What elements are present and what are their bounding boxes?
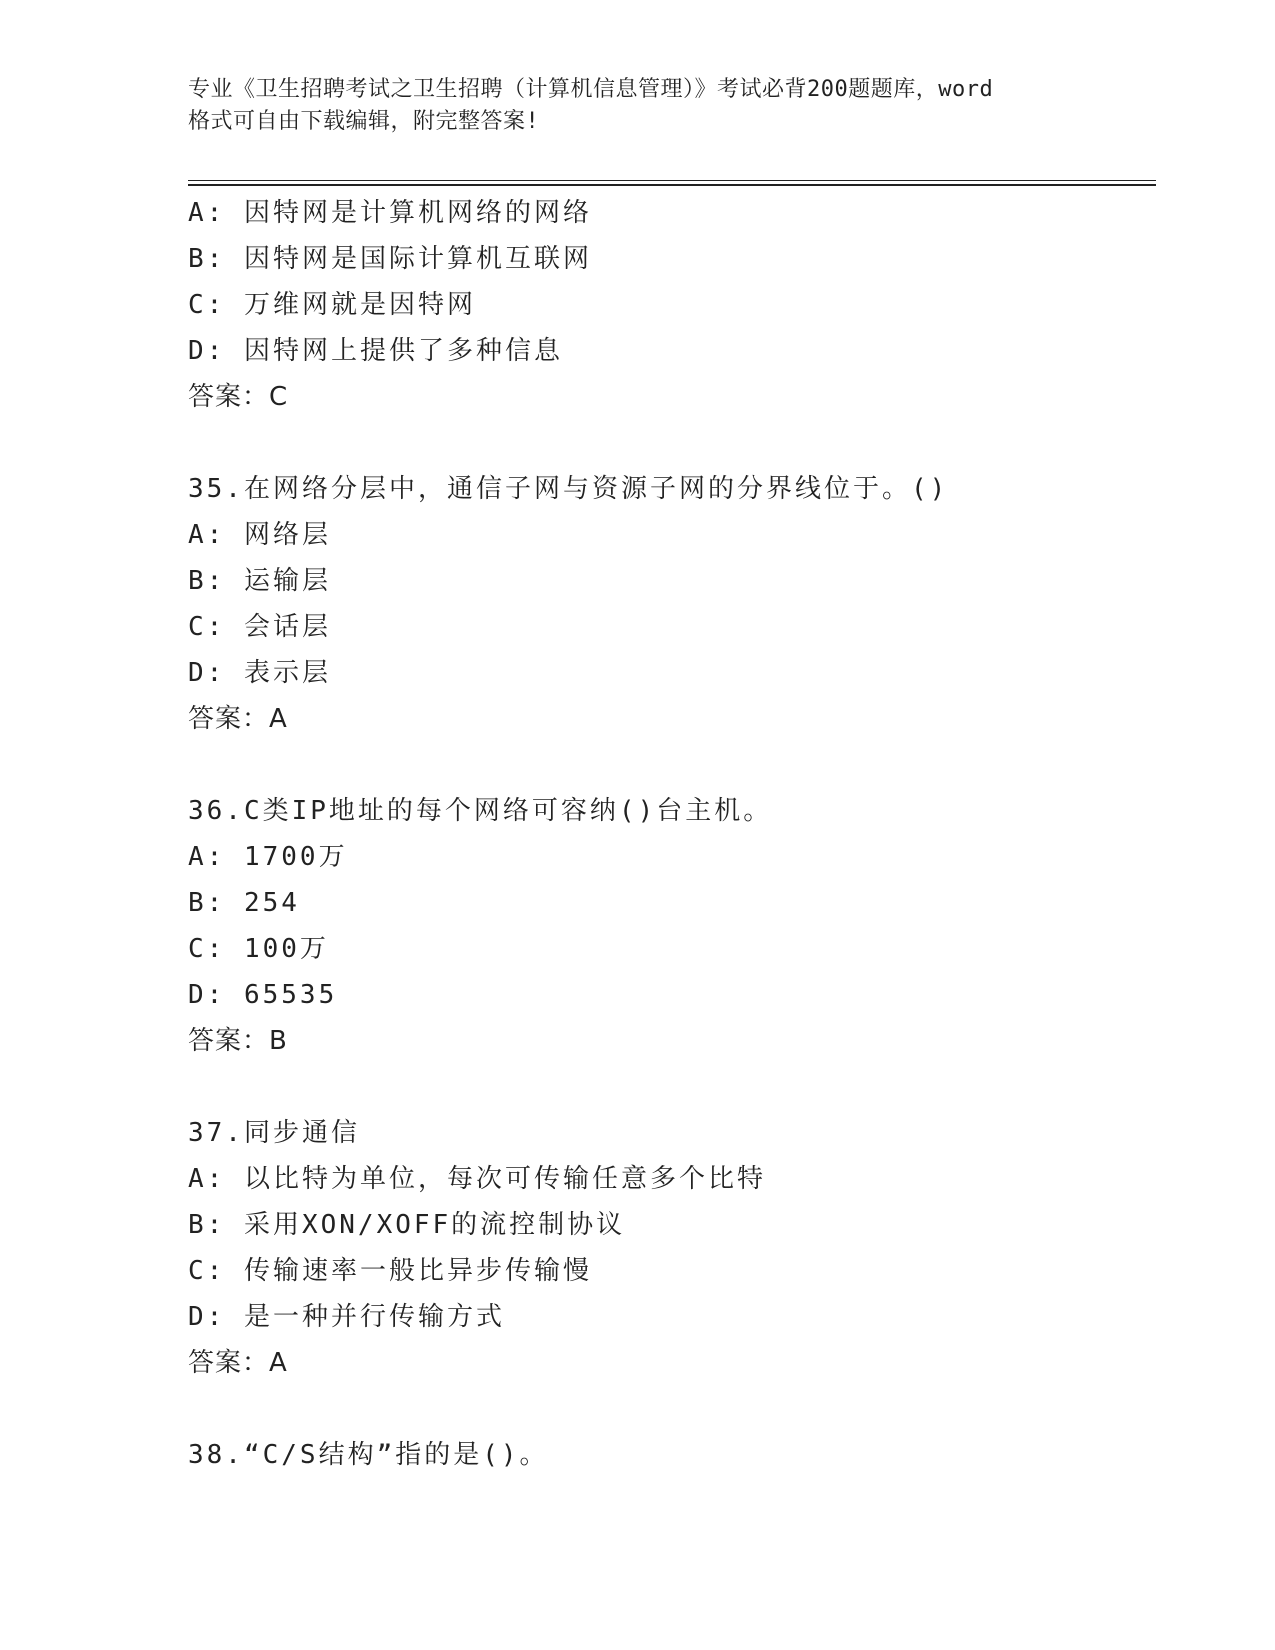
q35-question: 35.在网络分层中，通信子网与资源子网的分界线位于。() [188, 474, 949, 504]
q34-option-c: C: 万维网就是因特网 [188, 290, 476, 320]
q37-option-b: B: 采用XON/XOFF的流控制协议 [188, 1210, 626, 1240]
header-line-1: 专业《卫生招聘考试之卫生招聘（计算机信息管理）》考试必背200题题库，word [188, 77, 994, 102]
q36-option-b: B: 254 [188, 888, 300, 918]
q37-answer: 答案：A [188, 1348, 288, 1378]
document-header [188, 74, 1108, 138]
header-divider-thick [188, 184, 1156, 186]
q35-option-c: C: 会话层 [188, 612, 331, 642]
q34-option-b: B: 因特网是国际计算机互联网 [188, 244, 592, 274]
q35-option-d: D: 表示层 [188, 658, 331, 688]
q35-option-a: A: 网络层 [188, 520, 331, 550]
q37-option-c: C: 传输速率一般比异步传输慢 [188, 1256, 592, 1286]
question-list [188, 190, 1168, 1478]
q34-option-d: D: 因特网上提供了多种信息 [188, 336, 563, 366]
q37-option-a: A: 以比特为单位，每次可传输任意多个比特 [188, 1164, 766, 1194]
header-divider-thin [188, 180, 1156, 181]
spacer [188, 1386, 1168, 1432]
header-line-2: 格式可自由下载编辑，附完整答案! [188, 109, 540, 134]
q38-question: 38.“C/S结构”指的是()。 [188, 1440, 549, 1470]
q36-option-c: C: 100万 [188, 934, 329, 964]
question-34-block [188, 190, 1168, 420]
question-38-block [188, 1432, 1168, 1478]
q36-option-d: D: 65535 [188, 980, 338, 1010]
q34-answer: 答案：C [188, 382, 289, 412]
q36-question: 36.C类IP地址的每个网络可容纳()台主机。 [188, 796, 773, 826]
q36-answer: 答案：B [188, 1026, 288, 1056]
q36-option-a: A: 1700万 [188, 842, 348, 872]
q37-option-d: D: 是一种并行传输方式 [188, 1302, 505, 1332]
q35-answer: 答案：A [188, 704, 288, 734]
spacer [188, 742, 1168, 788]
question-35-block [188, 466, 1168, 742]
question-36-block [188, 788, 1168, 1064]
spacer [188, 420, 1168, 466]
spacer [188, 1064, 1168, 1110]
q34-option-a: A: 因特网是计算机网络的网络 [188, 198, 592, 228]
question-37-block [188, 1110, 1168, 1386]
q37-question: 37.同步通信 [188, 1118, 360, 1148]
q35-option-b: B: 运输层 [188, 566, 331, 596]
